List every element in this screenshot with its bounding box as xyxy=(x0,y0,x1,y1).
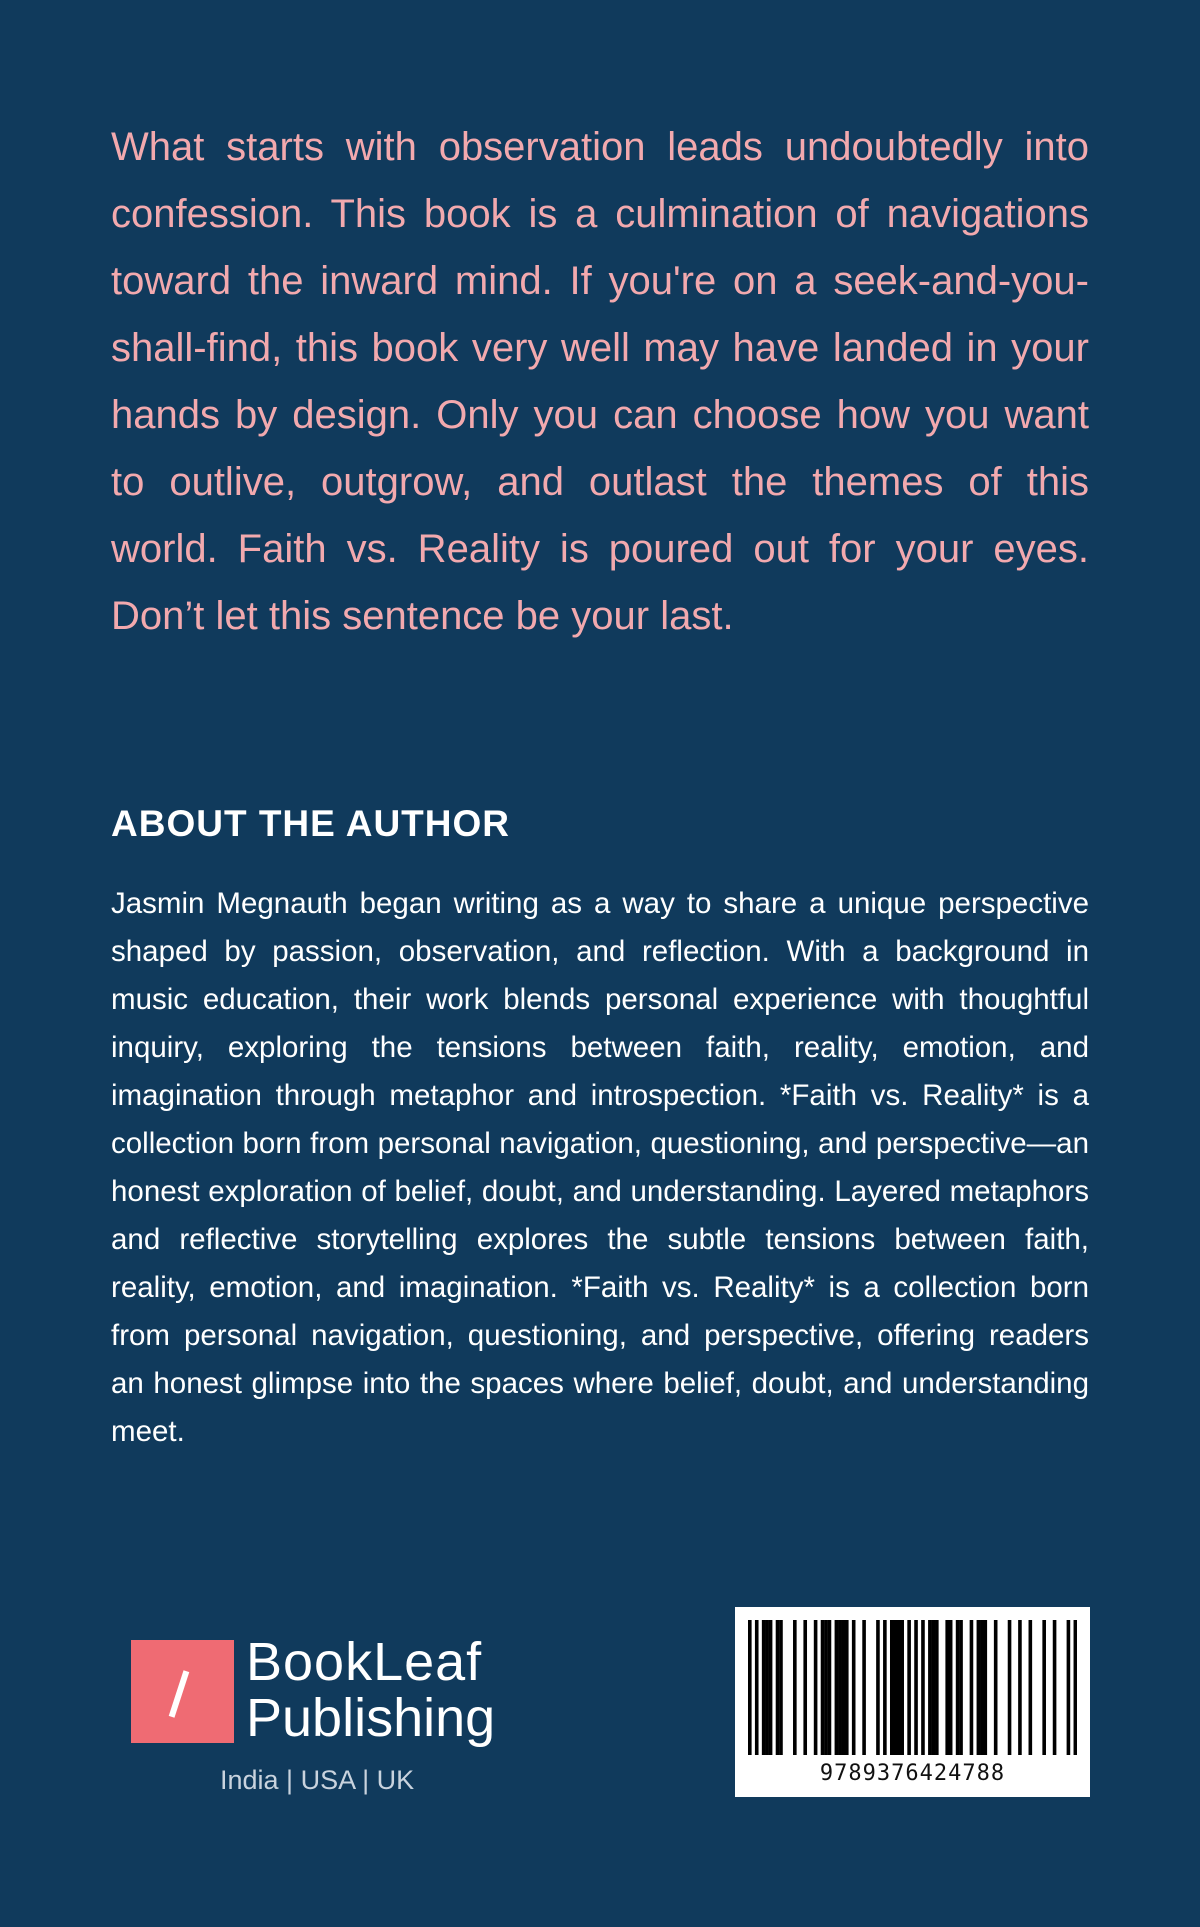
barcode-bar xyxy=(776,1620,780,1755)
barcode-bar xyxy=(928,1620,932,1755)
barcode-bar xyxy=(977,1620,981,1755)
barcode-bar xyxy=(838,1620,842,1755)
barcode-bar xyxy=(1074,1620,1077,1755)
barcode-bar xyxy=(814,1620,818,1755)
about-author-body: Jasmin Megnauth began writing as a way to share a unique perspective shaped by passion, observation, and reflection. With a background in music education, their work blends personal experience with thoughtful inquiry, exploring the tensions between faith, reality, emotion, and imagination through metaphor and introspection. *Faith vs. Reality* is a collection born from personal navigation, questioning, and perspective—an honest exploration of belief, doubt, and understanding. Layered metaphors and reflective storytelling explores the subtle tensions between faith, reality, emotion, and imagination. *Faith vs. Reality* is a collection born from personal navigation, questioning, and perspective, offering readers an honest glimpse into the spaces where belief, doubt, and understanding meet. xyxy=(111,887,1089,1448)
barcode-bar xyxy=(762,1620,766,1755)
barcode-bar xyxy=(779,1620,783,1755)
barcode-bar xyxy=(1053,1620,1057,1755)
barcode-bar xyxy=(883,1620,887,1755)
barcode-bar xyxy=(1008,1620,1012,1755)
back-cover-blurb: What starts with observation leads undoubtedly into confession. This book is a culmination of navigations toward the inward mind. If you're on a seek-and-you-shall-find, this book very well may have landed in your hands by design. Only you can choose how you want to outlive, outgrow, and outlast the themes of this world. Faith vs. Reality is poured out for your eyes. Don’t let this sentence be your last. xyxy=(111,125,1089,638)
barcode-bar xyxy=(956,1620,960,1755)
barcode-bar xyxy=(897,1620,901,1755)
barcode-bar xyxy=(945,1620,949,1755)
barcode-bar xyxy=(959,1620,963,1755)
barcode-bar xyxy=(821,1620,825,1755)
barcode-bar xyxy=(1029,1620,1033,1755)
publisher-name-line1: BookLeaf xyxy=(246,1632,483,1692)
barcode-bars xyxy=(748,1620,1077,1755)
barcode-bar xyxy=(907,1620,911,1755)
barcode-bar xyxy=(932,1620,936,1755)
barcode-bar xyxy=(765,1620,769,1755)
barcode-bar xyxy=(921,1620,925,1755)
barcode-bar xyxy=(980,1620,984,1755)
barcode-bar xyxy=(803,1620,807,1755)
barcode-bar xyxy=(835,1620,839,1755)
barcode-bar xyxy=(1042,1620,1046,1755)
barcode-bar xyxy=(748,1620,752,1755)
barcode-bar xyxy=(935,1620,939,1755)
barcode-bar xyxy=(824,1620,828,1755)
barcode-bar xyxy=(949,1620,953,1755)
barcode-bar xyxy=(852,1620,856,1755)
barcode-bar xyxy=(842,1620,846,1755)
barcode-bar xyxy=(994,1620,998,1755)
barcode-bar xyxy=(828,1620,832,1755)
barcode-bar xyxy=(793,1620,797,1755)
barcode-bar xyxy=(900,1620,904,1755)
barcode-bar xyxy=(893,1620,897,1755)
barcode-bar xyxy=(970,1620,974,1755)
about-author-heading: ABOUT THE AUTHOR xyxy=(111,803,510,844)
barcode-bar xyxy=(769,1620,773,1755)
barcode-bar xyxy=(914,1620,918,1755)
publisher-name-line2: Publishing xyxy=(246,1688,496,1748)
barcode-bar xyxy=(1018,1620,1022,1755)
publisher-regions: India | USA | UK xyxy=(220,1765,415,1795)
isbn-number: 9789376424788 xyxy=(819,1761,1006,1786)
barcode-bar xyxy=(1067,1620,1071,1755)
barcode-bar xyxy=(876,1620,880,1755)
barcode-bar xyxy=(890,1620,894,1755)
barcode-bar xyxy=(755,1620,759,1755)
barcode-bar xyxy=(845,1620,849,1755)
barcode-bar xyxy=(983,1620,987,1755)
barcode-bar xyxy=(862,1620,866,1755)
